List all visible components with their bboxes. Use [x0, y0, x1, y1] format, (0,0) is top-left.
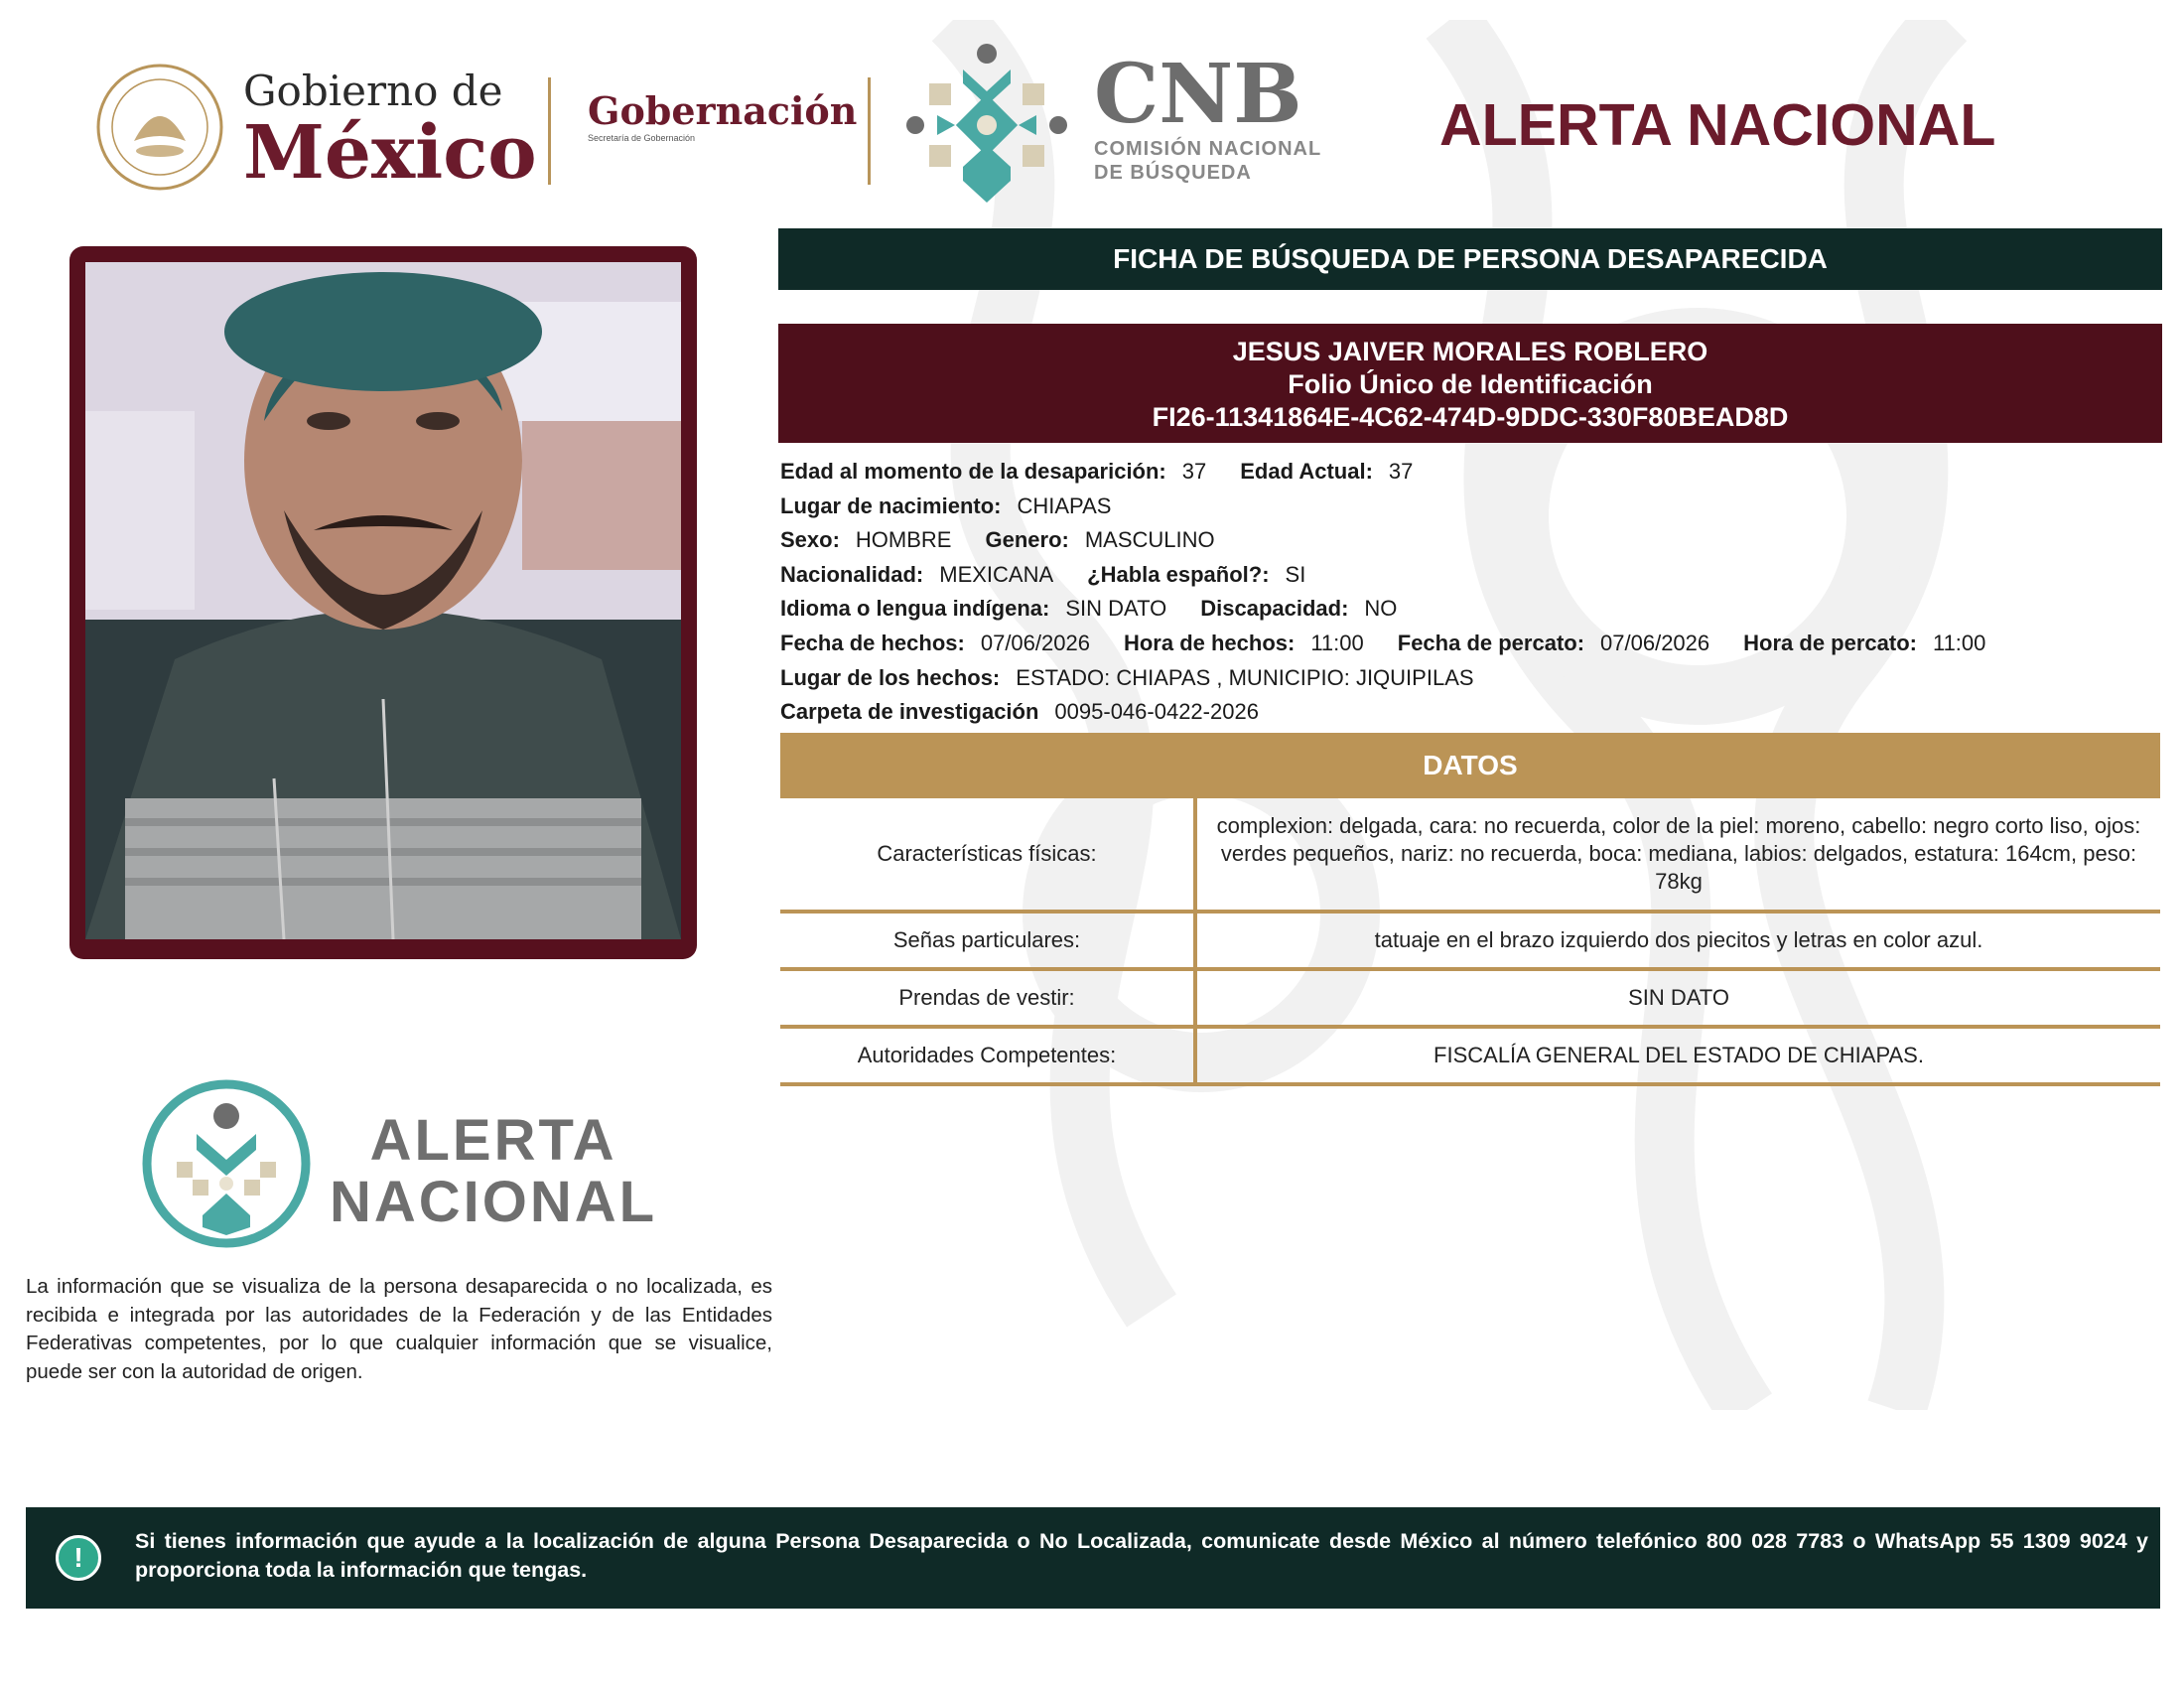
info-key: Nacionalidad: [780, 561, 924, 587]
info-key: Hora de percato: [1743, 630, 1917, 655]
info-value: 07/06/2026 [1600, 630, 1710, 655]
ficha-title: FICHA DE BÚSQUEDA DE PERSONA DESAPARECIDA [1113, 243, 1828, 274]
gobernacion-title: Gobernación [588, 88, 858, 133]
info-key: Sexo: [780, 527, 840, 553]
info-row [780, 558, 2019, 593]
cnb-subtitle-2: DE BÚSQUEDA [1094, 162, 1252, 184]
datos-title-bar [780, 733, 2160, 798]
person-photo-frame [69, 246, 697, 959]
info-key: Edad al momento de la desaparición: [780, 459, 1166, 484]
gobierno-line1: Gobierno de [243, 67, 503, 115]
gobierno-de-mexico-logo [243, 67, 537, 196]
info-value: HOMBRE [855, 527, 952, 553]
exclamation-icon: ! [56, 1535, 101, 1581]
alerta-logo-line1: ALERTA [369, 1108, 617, 1173]
cnb-title: CNB [1094, 47, 1302, 142]
header-divider [868, 77, 871, 185]
info-row [780, 490, 2019, 524]
info-value: NO [1364, 596, 1398, 622]
info-row [780, 455, 2019, 490]
info-row [780, 627, 2019, 661]
gobierno-line2: México [243, 110, 537, 196]
info-key: ¿Habla español?: [1087, 561, 1270, 587]
info-key: Carpeta de investigación [780, 699, 1039, 725]
info-row [780, 523, 2019, 558]
table-row [780, 969, 2160, 1027]
info-key: Fecha de percato: [1397, 630, 1585, 655]
ficha-title-bar [778, 228, 2162, 290]
info-key: Hora de hechos: [1123, 630, 1296, 655]
alerta-logo-line2: NACIONAL [330, 1170, 658, 1234]
datos-value: FISCALÍA GENERAL DEL ESTADO DE CHIAPAS. [1195, 1027, 2160, 1084]
info-value: 11:00 [1932, 630, 1986, 655]
datos-label: Características físicas: [780, 798, 1195, 912]
disclaimer-text: La información que se visualiza de la persona desaparecida o no localizada, es recibida e integrada por las autoridades de la Federación y de las Entidades Federativas competentes, por lo que cualquier información que se visualice, puede ser con la autoridad de origen. [26, 1275, 772, 1383]
person-photo [85, 262, 681, 939]
datos-label: Prendas de vestir: [780, 969, 1195, 1027]
info-value: 0095-046-0422-2026 [1054, 699, 1259, 725]
info-key: Discapacidad: [1200, 596, 1349, 622]
cnb-emblem-icon [901, 40, 1072, 211]
info-row [780, 661, 2019, 696]
info-key: Fecha de hechos: [780, 630, 965, 655]
gobernacion-subtitle: Secretaría de Gobernación [588, 133, 696, 143]
datos-label: Autoridades Competentes: [780, 1027, 1195, 1084]
info-key: Edad Actual: [1240, 459, 1373, 484]
info-value: MEXICANA [939, 561, 1054, 587]
cnb-logo-text [1094, 47, 1322, 185]
info-value: SIN DATO [1065, 596, 1167, 622]
datos-title: DATOS [1423, 750, 1518, 780]
info-key: Idioma o lengua indígena: [780, 596, 1050, 622]
datos-label: Señas particulares: [780, 912, 1195, 969]
table-row [780, 1027, 2160, 1084]
info-value: SI [1285, 561, 1306, 587]
person-info [780, 455, 2019, 730]
info-value: CHIAPAS [1017, 492, 1112, 518]
alerta-nacional-logo-text [330, 1110, 657, 1233]
gobernacion-logo [588, 88, 858, 143]
table-row [780, 798, 2160, 912]
person-name-block [778, 324, 2162, 443]
info-value: 07/06/2026 [980, 630, 1090, 655]
table-row [780, 912, 2160, 969]
folio-number: FI26-11341864E-4C62-474D-9DDC-330F80BEAD8D [1152, 402, 1789, 432]
info-row [780, 592, 2019, 627]
info-value: 11:00 [1310, 630, 1364, 655]
info-key: Lugar de nacimiento: [780, 492, 1002, 518]
contact-footer [26, 1507, 2160, 1609]
info-key: Genero: [985, 527, 1069, 553]
contact-message: Si tienes información que ayude a la localización de alguna Persona Desaparecida o No Localizada, comunicate desde México al número telefónico 800 028 7783 o WhatsApp 55 1309 9024 y proporciona toda la información que tengas. [135, 1529, 2148, 1582]
info-value: 37 [1388, 459, 1414, 484]
datos-value: complexion: delgada, cara: no recuerda, color de la piel: moreno, cabello: negro corto liso, ojos: verdes pequeños, nariz: no recuerda, boca: mediana, labios: delgados, estatura: 164cm, peso: 78kg [1195, 798, 2160, 912]
info-value: ESTADO: CHIAPAS , MUNICIPIO: JIQUIPILAS [1016, 664, 1474, 690]
folio-label: Folio Único de Identificación [1288, 369, 1653, 399]
info-key: Lugar de los hechos: [780, 664, 1001, 690]
datos-value: tatuaje en el brazo izquierdo dos piecitos y letras en color azul. [1195, 912, 2160, 969]
info-value: 37 [1181, 459, 1207, 484]
person-name: JESUS JAIVER MORALES ROBLERO [1232, 337, 1708, 366]
info-row [780, 695, 2019, 730]
datos-value: SIN DATO [1195, 969, 2160, 1027]
info-value: MASCULINO [1084, 527, 1215, 553]
cnb-subtitle-1: COMISIÓN NACIONAL [1094, 138, 1322, 160]
alerta-nacional-emblem-icon [139, 1076, 314, 1251]
datos-table [780, 798, 2160, 1086]
header-divider [548, 77, 551, 185]
alerta-nacional-heading: ALERTA NACIONAL [1439, 92, 1996, 158]
mexico-seal-logo [94, 62, 225, 193]
